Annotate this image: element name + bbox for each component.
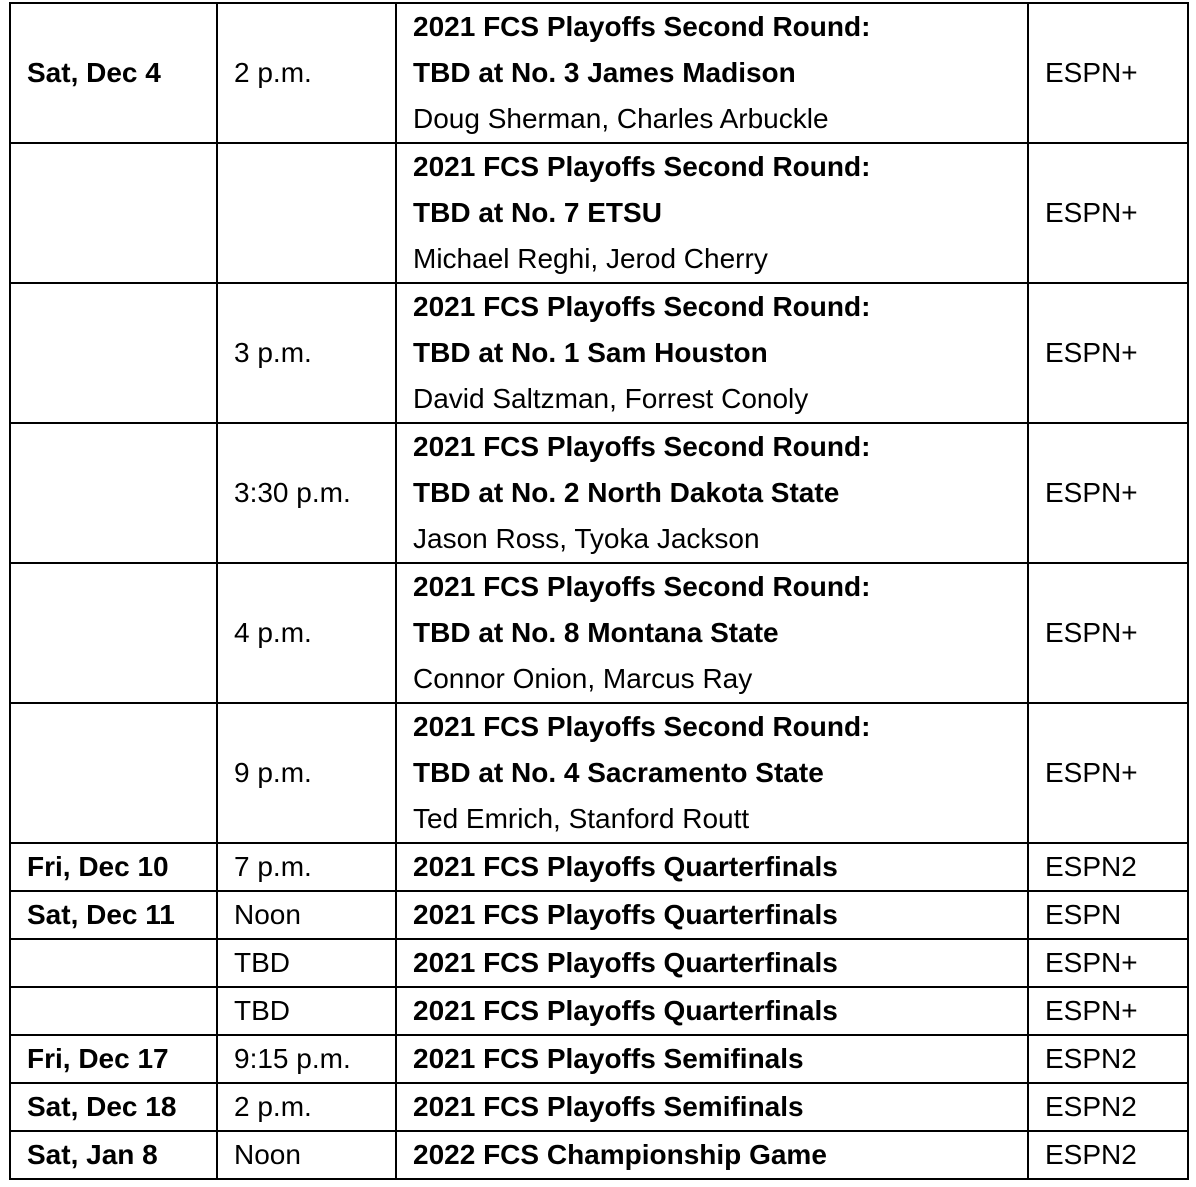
- table-row: [10, 423, 1188, 563]
- date-cell: Sat, Dec 4: [10, 3, 217, 143]
- event-cell: 2021 FCS Playoffs Semifinals: [396, 1035, 1028, 1083]
- time-cell: 7 p.m.: [217, 843, 396, 891]
- date-cell: [10, 939, 217, 987]
- network-cell: ESPN+: [1028, 703, 1188, 843]
- network-cell: ESPN+: [1028, 143, 1188, 283]
- network-cell: ESPN: [1028, 891, 1188, 939]
- date-cell: [10, 563, 217, 703]
- network-cell: ESPN+: [1028, 939, 1188, 987]
- table-row: [10, 891, 1188, 939]
- date-cell: Sat, Dec 11: [10, 891, 217, 939]
- time-cell: 3:30 p.m.: [217, 423, 396, 563]
- table-row: [10, 1083, 1188, 1131]
- event-cell: 2021 FCS Playoffs Quarterfinals: [396, 939, 1028, 987]
- event-matchup: TBD at No. 8 Montana State: [413, 617, 779, 648]
- event-matchup: TBD at No. 3 James Madison: [413, 57, 796, 88]
- date-cell: Sat, Jan 8: [10, 1131, 217, 1179]
- event-cell: 2021 FCS Playoffs Semifinals: [396, 1083, 1028, 1131]
- time-cell: TBD: [217, 939, 396, 987]
- network-cell: ESPN+: [1028, 987, 1188, 1035]
- event-title: 2021 FCS Playoffs Second Round:: [413, 291, 871, 322]
- broadcast-schedule-table: [9, 2, 1189, 1180]
- network-cell: ESPN2: [1028, 1131, 1188, 1179]
- time-cell: Noon: [217, 1131, 396, 1179]
- event-matchup: TBD at No. 2 North Dakota State: [413, 477, 840, 508]
- event-title: 2021 FCS Playoffs Second Round:: [413, 11, 871, 42]
- event-commentators: Jason Ross, Tyoka Jackson: [413, 523, 760, 554]
- network-cell: ESPN+: [1028, 563, 1188, 703]
- event-cell: [396, 423, 1028, 563]
- table-row: [10, 563, 1188, 703]
- event-cell: [396, 3, 1028, 143]
- time-cell: 9 p.m.: [217, 703, 396, 843]
- network-cell: ESPN+: [1028, 423, 1188, 563]
- event-cell: [396, 563, 1028, 703]
- event-matchup: TBD at No. 4 Sacramento State: [413, 757, 824, 788]
- table-row: [10, 3, 1188, 143]
- time-cell: 9:15 p.m.: [217, 1035, 396, 1083]
- event-title: 2021 FCS Playoffs Second Round:: [413, 711, 871, 742]
- event-cell: 2022 FCS Championship Game: [396, 1131, 1028, 1179]
- time-cell: Noon: [217, 891, 396, 939]
- network-cell: ESPN2: [1028, 1035, 1188, 1083]
- event-commentators: Doug Sherman, Charles Arbuckle: [413, 103, 829, 134]
- event-title: 2021 FCS Playoffs Second Round:: [413, 151, 871, 182]
- date-cell: [10, 703, 217, 843]
- event-cell: 2021 FCS Playoffs Quarterfinals: [396, 987, 1028, 1035]
- time-cell: 3 p.m.: [217, 283, 396, 423]
- time-cell: 4 p.m.: [217, 563, 396, 703]
- event-commentators: Michael Reghi, Jerod Cherry: [413, 243, 768, 274]
- network-cell: ESPN2: [1028, 1083, 1188, 1131]
- event-title: 2021 FCS Playoffs Second Round:: [413, 571, 871, 602]
- table-row: [10, 843, 1188, 891]
- table-row: [10, 1131, 1188, 1179]
- table-row: [10, 143, 1188, 283]
- table-row: [10, 703, 1188, 843]
- event-cell: [396, 143, 1028, 283]
- event-commentators: David Saltzman, Forrest Conoly: [413, 383, 809, 414]
- network-cell: ESPN2: [1028, 843, 1188, 891]
- table-row: [10, 283, 1188, 423]
- network-cell: ESPN+: [1028, 3, 1188, 143]
- event-matchup: TBD at No. 1 Sam Houston: [413, 337, 768, 368]
- event-cell: [396, 283, 1028, 423]
- time-cell: [217, 143, 396, 283]
- event-title: 2021 FCS Playoffs Second Round:: [413, 431, 871, 462]
- time-cell: 2 p.m.: [217, 3, 396, 143]
- event-cell: 2021 FCS Playoffs Quarterfinals: [396, 843, 1028, 891]
- time-cell: TBD: [217, 987, 396, 1035]
- time-cell: 2 p.m.: [217, 1083, 396, 1131]
- date-cell: Fri, Dec 17: [10, 1035, 217, 1083]
- date-cell: Sat, Dec 18: [10, 1083, 217, 1131]
- date-cell: [10, 283, 217, 423]
- date-cell: [10, 987, 217, 1035]
- event-cell: 2021 FCS Playoffs Quarterfinals: [396, 891, 1028, 939]
- date-cell: [10, 423, 217, 563]
- event-cell: [396, 703, 1028, 843]
- table-row: [10, 939, 1188, 987]
- event-commentators: Connor Onion, Marcus Ray: [413, 663, 753, 694]
- table-row: [10, 1035, 1188, 1083]
- table-row: [10, 987, 1188, 1035]
- date-cell: Fri, Dec 10: [10, 843, 217, 891]
- event-commentators: Ted Emrich, Stanford Routt: [413, 803, 750, 834]
- event-matchup: TBD at No. 7 ETSU: [413, 197, 662, 228]
- date-cell: [10, 143, 217, 283]
- network-cell: ESPN+: [1028, 283, 1188, 423]
